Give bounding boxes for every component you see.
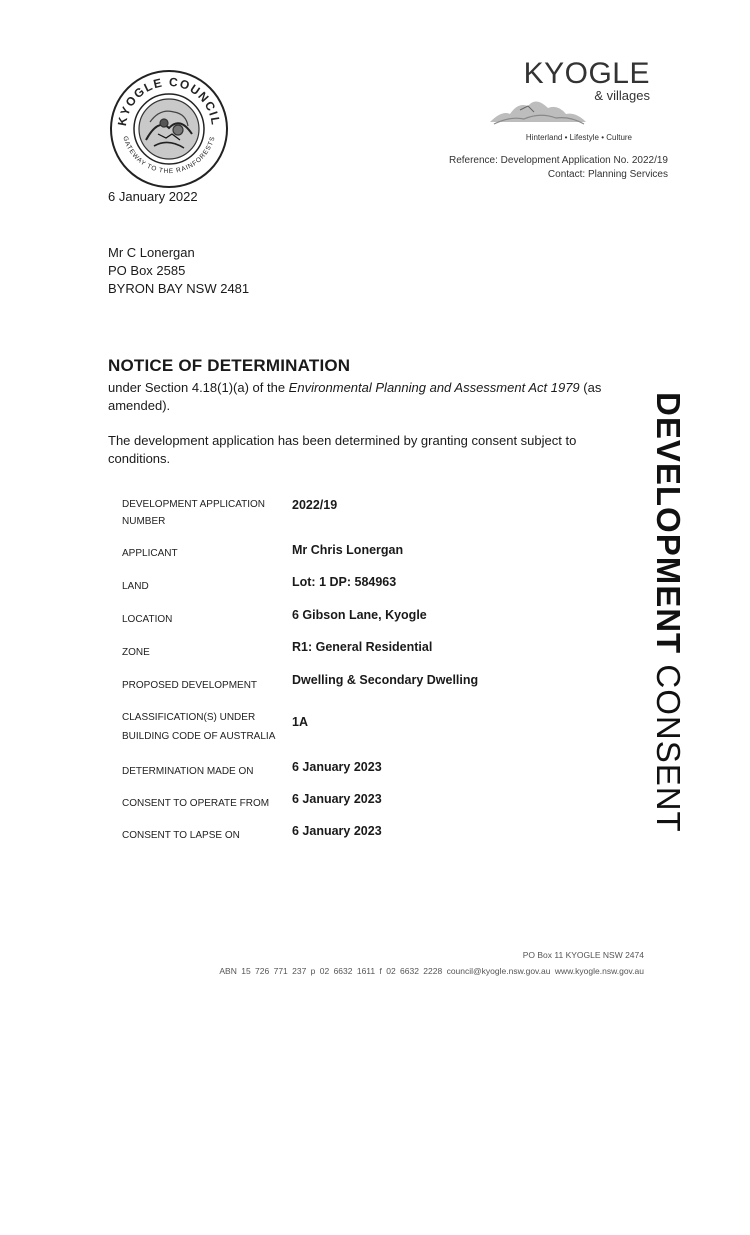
reference-block [449, 154, 668, 182]
brand-villages: & villages [594, 88, 650, 103]
stamp-light-text: CONSENT [650, 664, 687, 833]
brand-tagline: Hinterland • Lifestyle • Culture [525, 133, 632, 142]
row-value: Mr Chris Lonergan [292, 543, 404, 557]
row-label: DETERMINATION MADE ON [122, 766, 254, 777]
row-label: DEVELOPMENT APPLICATION NUMBER [122, 499, 266, 527]
kyogle-council-seal-logo [108, 68, 230, 190]
row-value: R1: General Residential [292, 640, 433, 654]
section-prefix: under Section 4.18(1)(a) of the [108, 380, 289, 395]
row-value: Lot: 1 DP: 584963 [292, 575, 397, 589]
row-value: 6 January 2023 [292, 792, 382, 806]
row-value: Dwelling & Secondary Dwelling [292, 673, 479, 687]
row-label: CLASSIFICATION(S) UNDER BUILDING CODE OF AUSTRALIA [122, 712, 276, 742]
determination-statement: The development application has been determined by granting consent subject to conditions. [108, 433, 577, 466]
address-line: PO Box 2585 [108, 263, 186, 278]
contact-line: Contact: Planning Services [547, 169, 668, 180]
notice-heading: NOTICE OF DETERMINATION [108, 356, 351, 375]
section-reference [108, 379, 608, 415]
seal-bottom-text: GATEWAY TO THE RAINFORESTS [121, 135, 217, 176]
letter-date: 6 January 2022 [108, 189, 198, 204]
mountains-icon [490, 92, 586, 126]
row-label: CONSENT TO OPERATE FROM [122, 798, 270, 809]
address-line: BYRON BAY NSW 2481 [108, 281, 250, 296]
row-value: 1A [292, 715, 308, 729]
row-value: 6 Gibson Lane, Kyogle [292, 608, 427, 622]
footer-po-box: PO Box 11 KYOGLE NSW 2474 [522, 950, 644, 960]
row-value: 6 January 2023 [292, 824, 382, 838]
address-line: Mr C Lonergan [108, 245, 195, 260]
act-name: Environmental Planning and Assessment Act 1979 [288, 380, 580, 395]
row-label: LAND [122, 581, 149, 592]
row-label: PROPOSED DEVELOPMENT [122, 680, 258, 691]
section-suffix: (as amended). [108, 380, 602, 413]
stamp-bold-text: DEVELOPMENT [650, 391, 687, 654]
row-value: 2022/19 [292, 498, 338, 512]
recipient-address [108, 244, 249, 298]
seal-top-text: KYOGLE COUNCIL [114, 74, 224, 127]
kyogle-brand [480, 58, 650, 142]
footer-contacts: ABN 15 726 771 237 p 02 6632 1611 f 02 6632 2228 council@kyogle.nsw.gov.au www.kyogle.nsw.gov.au [219, 966, 644, 976]
row-value: 6 January 2023 [292, 760, 382, 774]
row-label: APPLICANT [122, 548, 178, 559]
brand-name: KYOGLE [523, 57, 650, 90]
development-consent-stamp [612, 352, 724, 872]
row-label: ZONE [122, 647, 150, 658]
reference-line: Reference: Development Application No. 2022/19 [448, 155, 668, 166]
row-label: CONSENT TO LAPSE ON [122, 830, 240, 841]
row-label: LOCATION [122, 614, 173, 625]
